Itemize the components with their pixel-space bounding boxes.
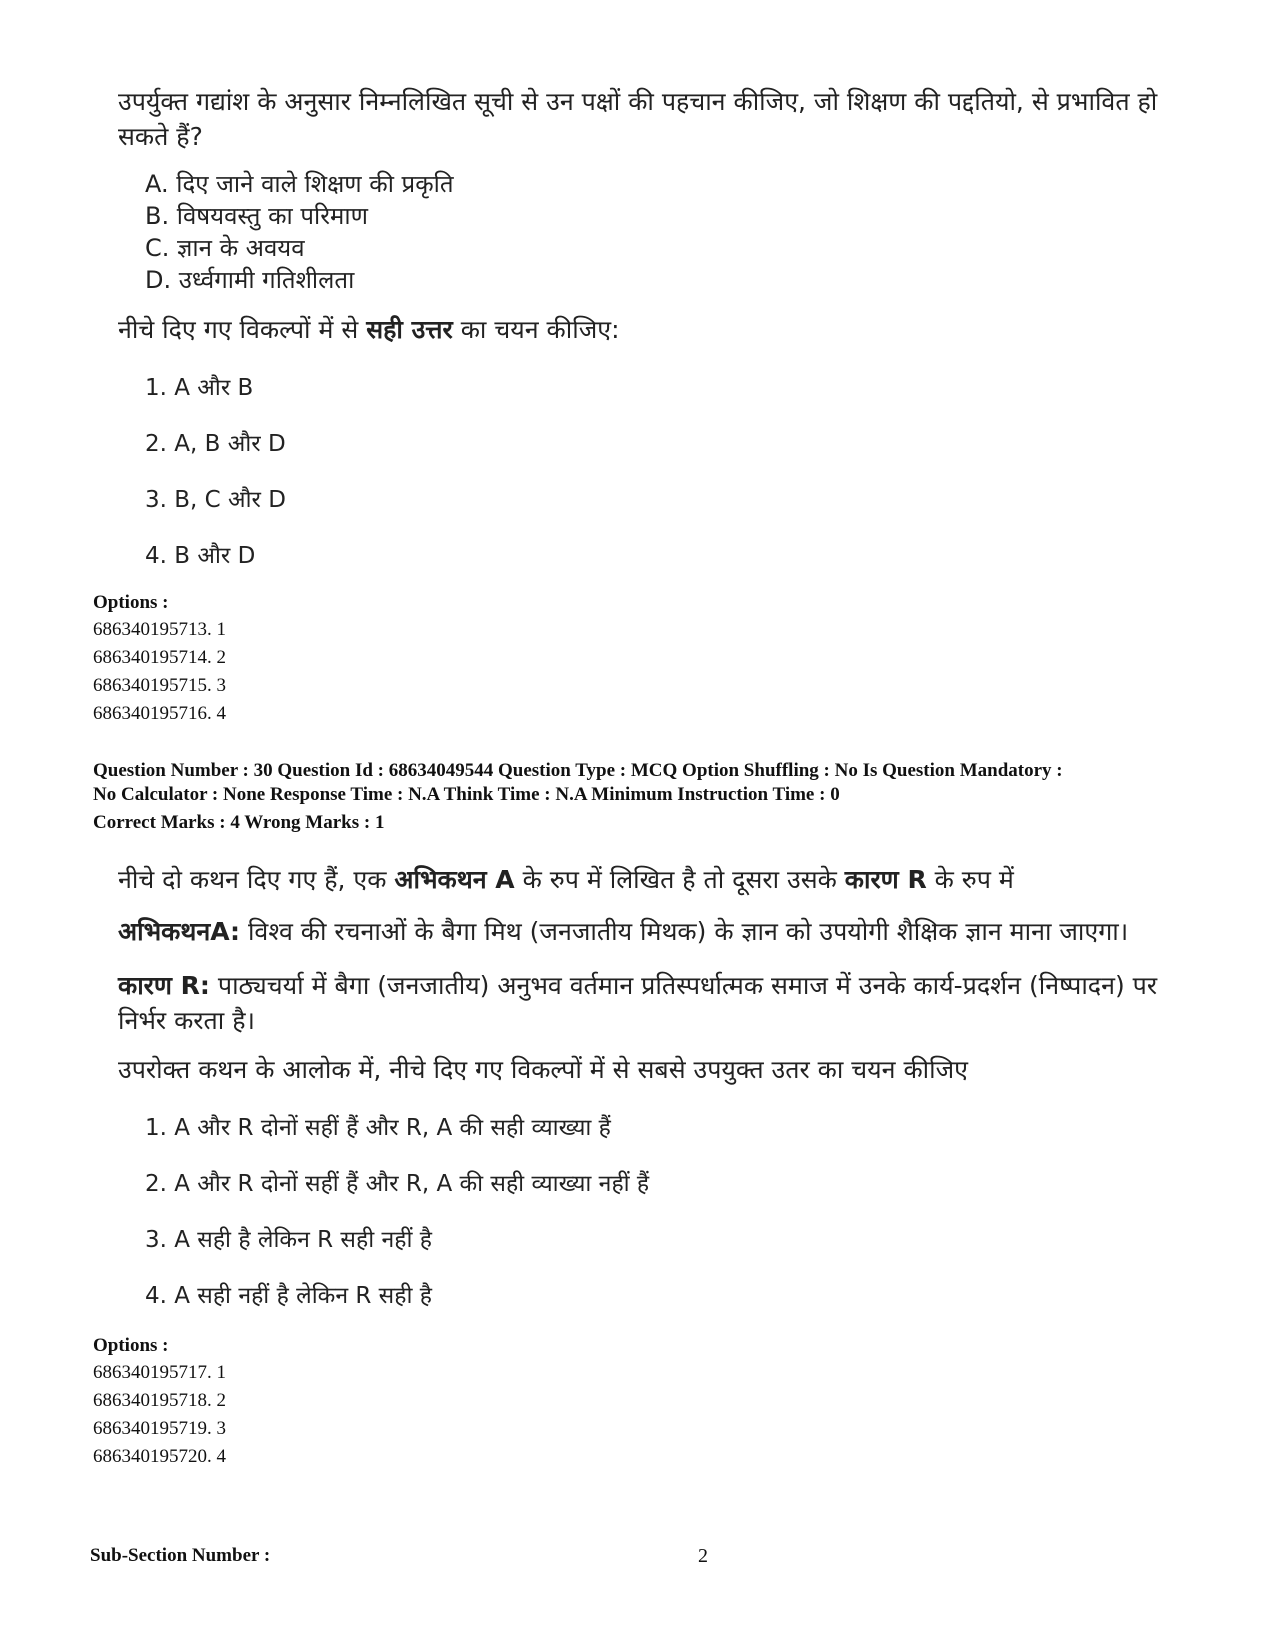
q30-intro [118, 862, 1165, 897]
q30-choice-1: 1. A और R दोनों सहीं हैं और R, A की सही व्याख्या हैं [145, 1115, 611, 1141]
q30-assertion-text: विश्व की रचनाओं के बैगा मिथ (जनजातीय मिथक) के ज्ञान को उपयोगी शैक्षिक ज्ञान माना जाएगा। [240, 917, 1129, 946]
q29-option-4: 686340195716. 4 [93, 703, 226, 724]
q29-statement-c: C. ज्ञान के अवयव [145, 234, 305, 262]
q29-option-1: 686340195713. 1 [93, 619, 226, 640]
q30-intro-c: के रुप में [926, 865, 1014, 894]
q30-meta-line2: No Calculator : None Response Time : N.A Think Time : N.A Minimum Instruction Time : 0 [93, 784, 840, 805]
q29-option-3: 686340195715. 3 [93, 675, 226, 696]
subsection-number-label: Sub-Section Number : [90, 1545, 271, 1566]
q30-option-2: 686340195718. 2 [93, 1390, 226, 1411]
q29-options-label: Options : [93, 592, 169, 613]
q29-statement-d: D. उर्ध्वगामी गतिशीलता [145, 266, 355, 294]
q30-meta-line1: Question Number : 30 Question Id : 68634049544 Question Type : MCQ Option Shuffling : No Is Question Mandatory : [93, 760, 1063, 781]
q30-intro-b: के रुप में लिखित है तो दूसरा उसके [514, 865, 845, 894]
q29-choice-1: 1. A और B [145, 375, 254, 401]
q29-statement-a: A. दिए जाने वाले शिक्षण की प्रकृति [145, 170, 454, 198]
q30-assertion [118, 914, 1165, 949]
q30-instruction [118, 1052, 1165, 1087]
q30-options-label: Options : [93, 1335, 169, 1356]
q29-choice-4: 4. B और D [145, 543, 256, 569]
page-number: 2 [698, 1545, 708, 1567]
q29-question [118, 84, 1165, 154]
q29-instruction [118, 312, 1165, 347]
q30-reason [118, 968, 1165, 1038]
q30-choice-4: 4. A सही नहीं है लेकिन R सही है [145, 1283, 432, 1309]
q29-instruction-pre: नीचे दिए गए विकल्पों में से [118, 315, 367, 344]
q30-intro-a: नीचे दो कथन दिए गए हैं, एक [118, 865, 395, 894]
q29-question-text: उपर्युक्त गद्यांश के अनुसार निम्नलिखित सूची से उन पक्षों की पहचान कीजिए, जो शिक्षण की पद्दतियो, से प्रभावित हो सकते हैं? [118, 87, 1158, 151]
q29-choice-2: 2. A, B और D [145, 431, 286, 457]
q30-reason-text: पाठ्यचर्या में बैगा (जनजातीय) अनुभव वर्तमान प्रतिस्पर्धात्मक समाज में उनके कार्य-प्रदर्शन (निष्पादन) पर निर्भर करता है। [118, 971, 1158, 1035]
q29-choice-3: 3. B, C और D [145, 487, 286, 513]
q30-option-3: 686340195719. 3 [93, 1418, 226, 1439]
q30-choice-2: 2. A और R दोनों सहीं हैं और R, A की सही व्याख्या नहीं हैं [145, 1171, 650, 1197]
q29-instruction-post: का चयन कीजिए: [452, 315, 620, 344]
q30-meta-line3: Correct Marks : 4 Wrong Marks : 1 [93, 812, 385, 833]
q30-choice-3: 3. A सही है लेकिन R सही नहीं है [145, 1227, 432, 1253]
q30-intro-reason: कारण R [844, 865, 927, 894]
q30-option-1: 686340195717. 1 [93, 1362, 226, 1383]
q30-reason-label: कारण R: [118, 971, 210, 1000]
q30-instruction-text: उपरोक्त कथन के आलोक में, नीचे दिए गए विकल्पों में से सबसे उपयुक्त उतर का चयन कीजिए [118, 1055, 968, 1084]
q30-option-4: 686340195720. 4 [93, 1446, 226, 1467]
q29-statement-b: B. विषयवस्तु का परिमाण [145, 202, 368, 230]
q29-statement-list [145, 168, 454, 296]
q29-instruction-bold: सही उत्तर [366, 315, 453, 344]
q30-assertion-label: अभिकथनA: [118, 917, 241, 946]
q29-option-2: 686340195714. 2 [93, 647, 226, 668]
q30-intro-assertion: अभिकथन A [394, 865, 515, 894]
